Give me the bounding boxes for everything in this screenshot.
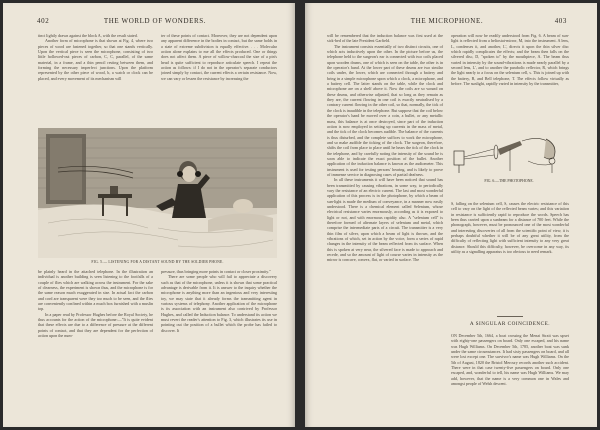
- left-page-number: 402: [37, 17, 50, 25]
- left-running-title: THE WORLD OF WONDERS.: [103, 17, 207, 25]
- right-column-b-middle: [451, 201, 569, 311]
- left-column-a-bottom: [38, 269, 153, 419]
- illustration-caption: FIG. 5.— LISTENING FOR A DISTANT SOUND BY THE SOLDIER PHONE.: [91, 260, 224, 264]
- section-divider: [497, 316, 523, 317]
- right-column-b-bottom: [451, 333, 569, 421]
- paragraph: ter of these points of contact. Moreover, they are not dependent upon any apparent difference in the bodies in contact, but the same holds in a state of extreme subdivision is equally effective. . . . Molecular action alone explains to me all the effects produced. One or things does not affect them. A piece of willow-charcoal the size of a pin's head is quite sufficient to reproduce articulate speech. I repeat the action as follows: if I do not in the operator's separate conductors joined simply by contact, the current effects a certain resistance. Now, we can vary or lessen the resistance by increasing the: [161, 33, 277, 81]
- left-column-a-top: [38, 33, 153, 126]
- left-column-b-bottom: [161, 269, 277, 419]
- paragraph: will be remembered that the induction balance was first used at the sick-bed of the late President Garfield.: [327, 33, 443, 44]
- paragraph: In a paper read by Professor Hughes before the Royal Society, he thus accounts for the action of the microphone:—"It is quite evident that these effects are due to a difference of pressure at the different points of contact, and that they are dependent for the perfection of action upon the num-: [38, 311, 153, 339]
- photophone-figure: [450, 131, 568, 175]
- paragraph: There are some people who will fail to appreciate a discovery such as that of the microphone, unless it is shown that some practical advantage is derivable from it. It is answer to the inquiry whether the microphone is anything more than an ingenious and very interesting toy, we may state that it already forms the transmitting agent in various systems of telephony. Another application of the microphone is its association with an instrument also contrived by Professor Hughes, and called the Induction balance. To understand its action we must revert the reader's attention to Fig. 3, which illustrates its use in pointing out the position of a bullet which the probe has failed to discover. It: [161, 274, 277, 333]
- left-column-b-top: [161, 33, 277, 126]
- right-page-number: 403: [554, 17, 567, 25]
- left-page-header: [37, 17, 273, 27]
- paragraph: S, falling on the selenium cell, S, causes the electric resistance of this cell to vary on the light of the reflected beam varies; and this variation in resistance is sufficiently rapid to reproduce the words. Speech has been thus carried upon a sunbeam for a distance of 700 feet. While the phonograph, however, must be pronounced one of the most wonderful and interesting discoveries of all from the scientific point of view, it is perhaps doubtful whether it will be of any great utility, from the difficulty of reflecting light with sufficient intensity to any very great distance. Should this difficulty, however, be overcome in any way, its utility as a signalling apparatus is too obvious to need remark.: [451, 201, 569, 255]
- paragraph: The instrument consists essentially of two distinct circuits, one of which acts inductively upon the other. In the picture before us, the telephone held to the surgeon's ear is connected with two coils placed upon wooden drums, one of which is seen on the table, the other is in the operator's hand. At the lower part of these drums are two similar coils under, the lower, which are connected through a battery and bring in a simple microphone upon which a clock, a microphone, and a battery cell. The latter stands on the table, while the clock and microphone are on a shelf above it. Now the coils are so wound on these drums, and otherwise adjusted, that so long as they remain as they are, the current flowing in one coil is exactly neutralised by a contrary current flowing in the other coil, so that, normally, the tick of the clock is inaudible in the telephone. But suppose that the coil below the operator's hand be moved over a coin, a bullet, or any metallic mass, this balance is at once destroyed, since part of the induction action is now employed in setting up currents in the mass of metal, and the tick of the clock becomes audible. The balance of the currents is thus disturbed, and the complete suffices to work the microphone, and so make audible the ticking of the clock. The surgeon, therefore, shifts the coil from place to place until he hears the tick of the clock in the telephone, and by carefully noting the intensity of the sound he is soon able to indicate the exact position of the bullet. Another application of the induction balance is known as the audiometer. This instrument is used for testing persons' hearing, and is likely to prove of immense service in diagnosing cases of partial deafness.: [327, 43, 443, 177]
- microphone-illustration: [38, 128, 277, 258]
- right-page: [305, 3, 597, 427]
- right-running-title: THE MICROPHONE.: [410, 17, 484, 25]
- paragraph: pressure, thus bringing more points in contact or closer proximity.": [161, 269, 271, 274]
- right-column-a: [327, 33, 443, 421]
- section-heading: A SINGULAR COINCIDENCE.: [469, 321, 551, 327]
- paragraph: ON December 5th, 1664, a boat crossing the Menai Strait was upset with eighty-one passengers on board. Only one escaped, and his name was Hugh Williams. On December 5th, 1785, another boat was sunk under the same circumstances. It had sixty passengers on board, and all were lost except one. The survivor's name was Hugh Williams. On the 5th of August, 1820 the Bristol Mercury records another such accident. There were in that case twenty-five passengers on board. Only one escaped, and, wonderful to tell, his name was Hugh Williams. We may add, however, that the name is a very common one in Wales and amongst people of Welsh descent.: [451, 333, 569, 387]
- figure-caption: FIG. 6.—THE PHOTOPHONE.: [484, 179, 534, 183]
- paragraph: tinct lightly drawn against the block A, with the result stated.: [38, 33, 138, 38]
- paragraph: In all these instruments it will have been noticed that sound has been transmitted by causing vibrations, in some way, to periodically vary the resistance of an electric current. The last and most wonderful application of this process is in the photophone, by which a beam of sun-light is made the medium of conveyance, in a manner now easily understood. There is a chemical element called Selenium, whose electrical resistance varies enormously, according as it is exposed to light or not, and with enormous rapidity also. A "selenium cell" is therefore formed of alternate layers of selenium and metal, which comprise the intermediate parts of a circuit. The transmitter is a very thin film of silver, upon which a beam of light is thrown, and the vibrations of which, set in action by the voice, form a series of rapid changes in the intensity of the beam reflected from its surface. When this is spoken at very near, the silvered face is made to approach and recede, and so the amount of light of course varies in intensity as the mirror is concave, convex, flat, or varied in surface. The: [327, 177, 443, 263]
- right-column-b-top: [451, 33, 569, 129]
- left-page: [3, 3, 295, 427]
- paragraph: Another form of microphone is that shown at Fig. 4, where two pieces of wood are fastened together, so that one stands vertically. Upon the vertical piece is seen the microphone, consisting of two little hollowed-out pieces of carbon, C, C, parallel, of the same material, in a frame, and a thin pencil resting between them, and forming the necessary imperfect junctions. Upon the platform represented by the other piece of wood, b, a watch or clock can be placed, and every movement of its mechanism will: [38, 38, 153, 81]
- right-page-header: [327, 17, 567, 27]
- paragraph: be plainly heard in the attached telephone. In the illustration an individual is another building is seen listening to the footfalls of a couple of flies which are walking across the instrument. For the sake of clearness, the experiment is shown thus, and the microphone is for the same reason much exaggerated in size. In actual fact the carbon and cord are transparent were they too much to be seen, and the flies are conveniently confined within a much box furnished with a muslin top.: [38, 269, 153, 312]
- engraving-image: [38, 128, 277, 258]
- paragraph: operation will now be readily understood from Fig. 6. A beam of sun-light is reflected from a heliostat-mirror, M, into the instrument. A lens, L, condenses it, and another, L', directs it upon the thin silver disc which rapidly complicates the effects; and the beam then falls on the silvered disc, D, "spoken to" by the mouthpiece, A. The beam thus varied in intensity by the sound-vibrations is made nearly parallel by a second lens, L', and to another the parabolic reflector, R, which brings the light nearly to a focus on the selenium cell, s. This is joined up with the battery, B, and Bell telephone, T. The effects follow virtually as before. The sunlight, rapidly varied in intensity by the transmitter,: [451, 33, 569, 87]
